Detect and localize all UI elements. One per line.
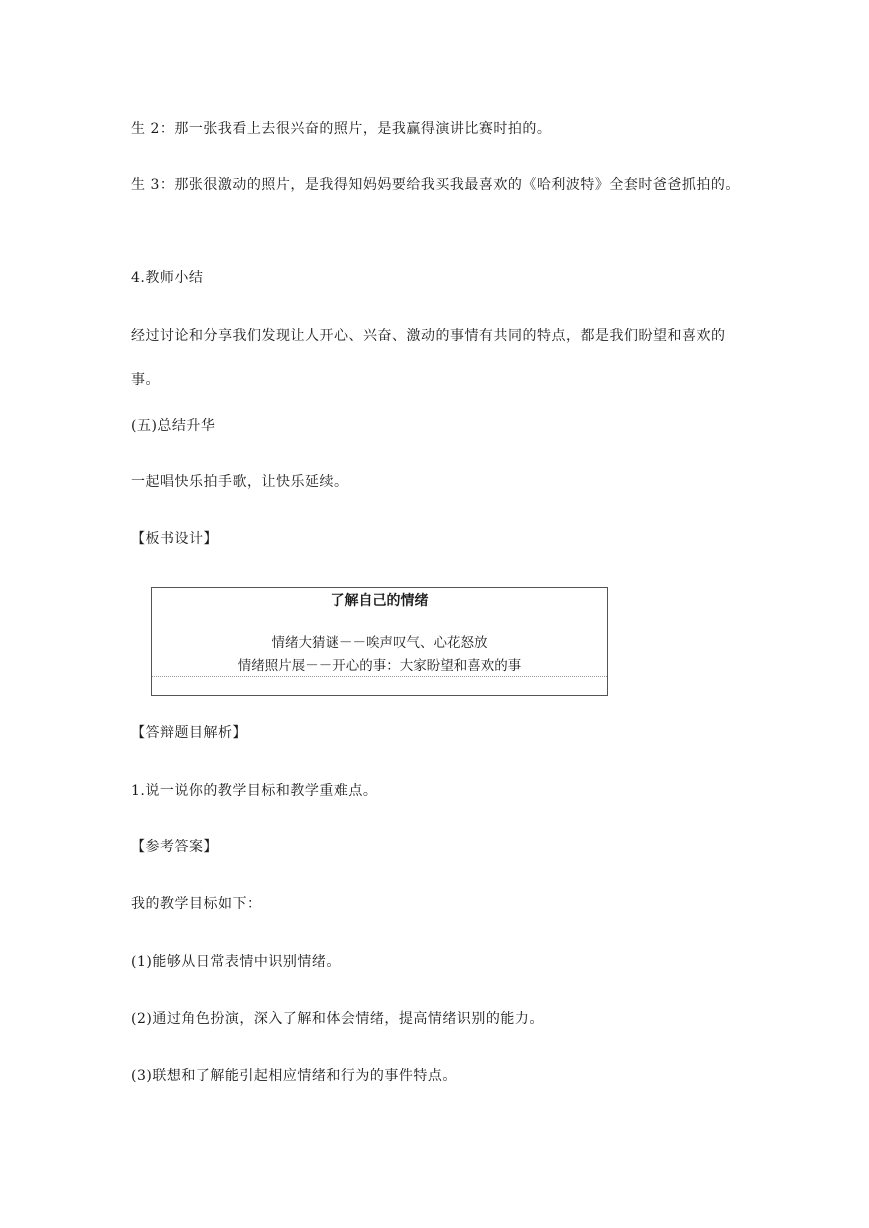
section-5-text: 一起唱快乐拍手歌，让快乐延续。 xyxy=(131,474,349,490)
goal-1: (1)能够从日常表情中识别情绪。 xyxy=(131,954,341,970)
defense-heading: 【答辩题目解析】 xyxy=(131,725,247,741)
goals-intro: 我的教学目标如下： xyxy=(131,896,262,912)
goal-2: (2)通过角色扮演，深入了解和体会情绪，提高情绪识别的能力。 xyxy=(131,1011,544,1027)
teacher-summary-text: 经过讨论和分享我们发现让人开心、兴奋、激动的事情有共同的特点，都是我们盼望和喜欢的事。 xyxy=(131,328,726,388)
section-5-heading: (五)总结升华 xyxy=(131,418,216,434)
student-2-answer: 生 2：那一张我看上去很兴奋的照片，是我赢得演讲比赛时拍的。 xyxy=(131,121,552,137)
question-1: 1.说一说你的教学目标和教学重难点。 xyxy=(131,783,378,799)
reference-answer-heading: 【参考答案】 xyxy=(131,839,218,855)
teacher-summary-heading: 4.教师小结 xyxy=(131,270,204,286)
board-divider xyxy=(152,676,607,677)
board-line-2: 情绪照片展－－开心的事：大家盼望和喜欢的事 xyxy=(237,658,522,674)
board-title: 了解自己的情绪 xyxy=(330,593,429,609)
board-design-heading: 【板书设计】 xyxy=(131,531,218,547)
blackboard-design-box xyxy=(151,587,608,696)
goal-3: (3)联想和了解能引起相应情绪和行为的事件特点。 xyxy=(131,1068,457,1084)
board-line-1: 情绪大猜谜－－唉声叹气、心花怒放 xyxy=(271,635,488,651)
student-3-answer: 生 3：那张很激动的照片，是我得知妈妈要给我买我最喜欢的《哈利波特》全套时爸爸抓拍的。 xyxy=(131,177,740,193)
